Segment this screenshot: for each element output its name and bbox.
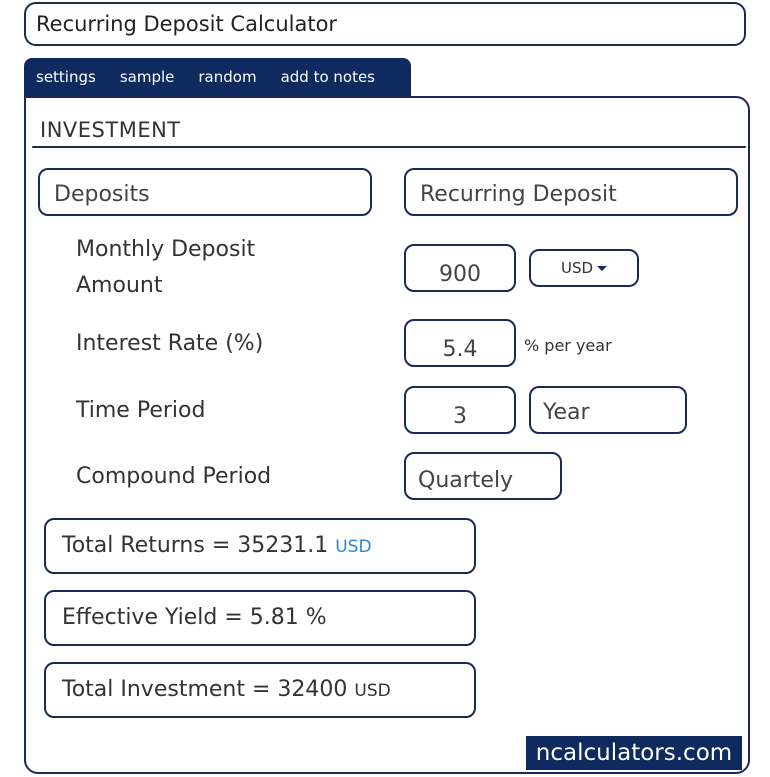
effective-yield-result xyxy=(44,590,476,646)
monthly-deposit-label-line1: Monthly Deposit xyxy=(76,237,256,262)
total-returns-result xyxy=(44,518,476,574)
tab-settings[interactable]: settings xyxy=(36,68,96,86)
brand-logo-link[interactable]: ncalculators.com xyxy=(526,736,742,770)
calc-type-select[interactable] xyxy=(404,168,738,216)
page-title: Recurring Deposit Calculator xyxy=(24,2,746,46)
interest-rate-label: Interest Rate (%) xyxy=(76,331,264,356)
currency-select[interactable] xyxy=(529,249,639,287)
effective-yield-text: Effective Yield = 5.81 % xyxy=(62,605,327,630)
time-period-unit: Year xyxy=(543,400,590,425)
compound-period-value: Quartely xyxy=(418,468,514,493)
tab-random[interactable]: random xyxy=(198,68,257,86)
total-returns-text: Total Returns = 35231.1 xyxy=(62,533,329,558)
interest-rate-unit: % per year xyxy=(524,336,612,355)
calc-type-label-box xyxy=(38,168,372,216)
time-period-input[interactable] xyxy=(404,386,516,434)
monthly-deposit-label xyxy=(76,232,255,304)
tab-bar xyxy=(24,58,411,96)
time-period-unit-select[interactable] xyxy=(529,386,687,434)
compound-period-label: Compound Period xyxy=(76,464,272,489)
total-investment-unit: USD xyxy=(354,681,391,701)
monthly-deposit-value: 900 xyxy=(439,262,481,287)
monthly-deposit-input[interactable] xyxy=(404,244,516,292)
total-returns-unit[interactable]: USD xyxy=(335,537,372,557)
compound-period-select[interactable] xyxy=(404,452,562,500)
interest-rate-input[interactable] xyxy=(404,319,516,367)
calc-type-value: Recurring Deposit xyxy=(420,182,617,207)
monthly-deposit-label-line2: Amount xyxy=(76,273,163,298)
time-period-value: 3 xyxy=(453,404,467,429)
interest-rate-value: 5.4 xyxy=(442,337,478,362)
tab-add-to-notes[interactable]: add to notes xyxy=(280,68,376,86)
section-title: INVESTMENT xyxy=(40,118,181,142)
currency-value: USD xyxy=(560,259,594,277)
tab-sample[interactable]: sample xyxy=(119,68,175,86)
total-investment-text: Total Investment = 32400 xyxy=(62,677,348,702)
calc-type-label: Deposits xyxy=(54,182,150,207)
calculator-panel xyxy=(24,96,750,774)
chevron-down-icon xyxy=(597,266,607,271)
time-period-label: Time Period xyxy=(76,398,206,423)
section-divider xyxy=(32,146,746,148)
total-investment-result xyxy=(44,662,476,718)
